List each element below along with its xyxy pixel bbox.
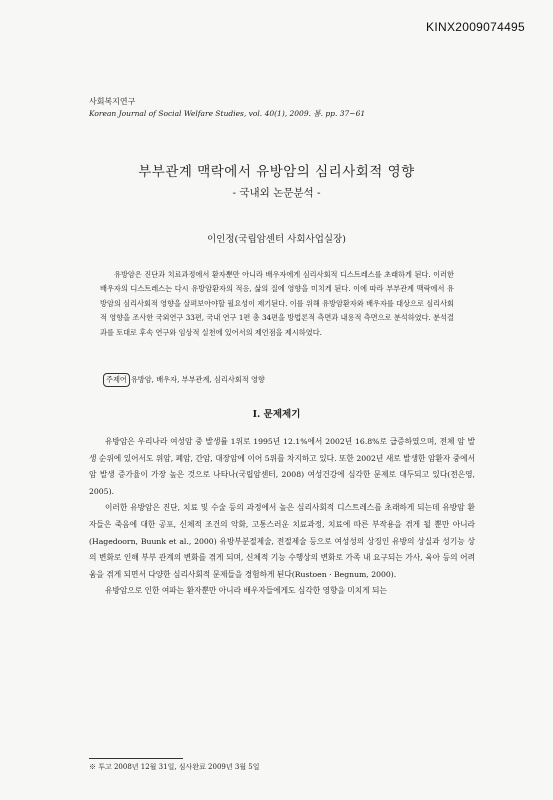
body-paragraph: 유방암은 우리나라 여성암 중 발생률 1위로 1995년 12.1%에서 2002년 16.8%로 급증하였으며, 전체 암 발생 순위에 있어서도 위암, 폐암, 간암, 대장암에 이어 5위를 차지하고 있다. 또한 2002년 새로 발생한 암환자 중에서 암 발생 증가율이 가장 높은 것으로 나타나(국립암센터, 2008) 여성건강에 심각한 문제로 대두되고 있다(전은영, 2005). xyxy=(89,437,475,496)
keywords-label: 주제어 xyxy=(103,373,130,387)
document-id: KINX2009074495 xyxy=(426,20,525,34)
footnote-divider xyxy=(89,758,183,759)
footnote: ※ 투고 2008년 12월 31일, 심사완료 2009년 3월 5일 xyxy=(89,763,260,771)
paper-subtitle: - 국내외 논문분석 - xyxy=(232,187,321,199)
keywords-row xyxy=(103,373,265,387)
author-line: 이인정(국립암센터 사회사업실장) xyxy=(207,234,346,245)
body-text xyxy=(89,434,475,600)
journal-name: 사회복지연구 xyxy=(89,97,136,106)
body-paragraph: 이러한 유방암은 진단, 치료 및 수술 등의 과정에서 높은 심리사회적 디스트레스를 초래하게 되는데 유방암 환자들은 죽음에 대한 공포, 신체적 조건의 악화, 고통스러운 치료과정, 치료에 따른 부작용을 겪게 될 뿐만 아니라(Hagedoorn, Buunk et al., 2000) 유방부분절제술, 전절제술 등으로 여성성의 상징인 유방의 상실과 성기능 상의 변화로 인해 부부 관계의 변화를 겪게 되며, 신체적 기능 수행상의 변화로 가족 내 요구되는 가사, 육아 등의 어려움을 겪게 되면서 다양한 심리사회적 문제들을 경험하게 된다(Rustoen · Begnum, 2000). xyxy=(89,503,475,579)
section-heading: I. 문제제기 xyxy=(252,409,301,420)
paper-title: 부부관계 맥락에서 유방암의 심리사회적 영향 xyxy=(138,164,415,180)
abstract-paragraph: 유방암은 진단과 치료과정에서 환자뿐만 아니라 배우자에게 심리사회적 디스트레스를 초래하게 된다. 이러한 배우자의 디스트레스는 다시 유방암환자의 적응, 삶의 질에 영향을 미치게 된다. 이에 따라 부부관계 맥락에서 유방암의 심리사회적 영향을 살펴보아야할 필요성이 제기된다. 이를 위해 유방암환자와 배우자를 대상으로 심리사회적 영향을 조사한 국외연구 33편, 국내 연구 1편 총 34편을 방법론적 측면과 내용적 측면으로 분석하였다. 분석결과를 토대로 후속 연구와 임상적 실천에 있어서의 제언점을 제시하였다. xyxy=(100,270,454,337)
keywords-terms: 유방암, 배우자, 부부관계, 심리사회적 영향 xyxy=(130,375,265,384)
journal-citation: Korean Journal of Social Welfare Studies, vol. 40(1), 2009. 봄. pp. 37~61 xyxy=(89,109,366,118)
abstract xyxy=(100,268,454,340)
body-paragraph: 유방암으로 인한 여파는 환자뿐만 아니라 배우자들에게도 심각한 영향을 미치게 되는 xyxy=(105,586,387,596)
